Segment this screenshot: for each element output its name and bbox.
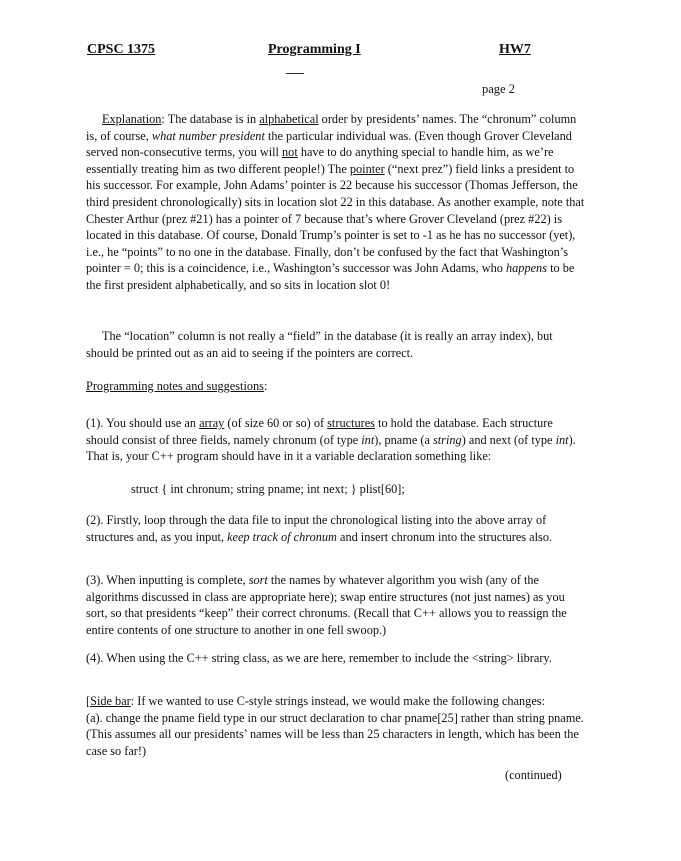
emphasis-alphabetical: alphabetical — [259, 112, 319, 126]
text-run: (1). You should use an — [86, 416, 200, 430]
emphasis-happens: happens — [506, 261, 547, 276]
continued-label: (continued) — [505, 768, 562, 782]
title-dash: — — [286, 62, 304, 82]
emphasis-string: string — [432, 432, 462, 447]
emphasis-int: int — [555, 432, 569, 447]
text-run: (3). When inputting is complete, — [86, 573, 249, 587]
page-number: page 2 — [482, 82, 515, 96]
text-run: have to do anything special to handle him, as we’re essentially treating him as two different people!) The — [86, 145, 554, 176]
text-run: to hold the database. Each structure should consist of three fields, namely chronum (of type — [86, 416, 553, 447]
text-run: ) and next (of type — [461, 432, 556, 447]
assignment-label: HW7 — [499, 42, 531, 57]
notes-heading — [86, 378, 586, 395]
explanation-paragraph — [86, 111, 586, 294]
text-run: (of size 60 or so) of — [224, 416, 328, 430]
emphasis-not: not — [282, 145, 298, 160]
location-paragraph: The “location” column is not really a “field” in the database (it is really an array index), but should be printed out as an aid to seeing if the pointers are correct. — [86, 329, 553, 360]
course-title: Programming I — [268, 42, 361, 57]
text-run: : If we wanted to use C-style strings instead, we would make the following changes: — [130, 694, 545, 708]
text-run: ), pname (a — [374, 432, 433, 447]
note-3 — [86, 572, 586, 638]
text-run: (“next prez”) field links a president to his successor. For example, John Adams’ pointer is 22 because his successor (Thomas Jefferson, the third president chronologically) sits in location slot 22 in this database. As another example, note that Chester Arthur (prez #21) has a pointer of 7 because that’s where Grover Cleveland (prez #22) is located in this database. Of course, Donald Trump’s pointer is set to -1 as he has no successor (yet), i.e., he “points” to no one in the database. Finally, don’t be confused by the fact that Washington’s pointer = 0; this is a coincidence, i.e., Washington’s successor was John Adams, who — [86, 161, 585, 276]
emphasis-array: array — [199, 416, 225, 430]
text-run: [ — [86, 694, 91, 708]
emphasis-what-number: what number president — [151, 128, 265, 143]
text-run: to be the first president alphabetically, and so sits in location slot 0! — [86, 261, 575, 292]
text-run: the names by whatever algorithm you wish (any of the algorithms discussed in class are appropriate here); swap entire structures (not just names) as you sort, so that presidents “keep” their correct chronums. (Recall that C++ allows you to reassign the entire contents of one structure to another in one fell swoop.) — [86, 573, 567, 637]
emphasis-sort: sort — [248, 573, 268, 587]
text-run: : — [263, 379, 268, 393]
note-4: (4). When using the C++ string class, as we are here, remember to include the <string> library. — [86, 651, 552, 665]
notes-heading-text: Programming notes and suggestions — [86, 379, 264, 393]
text-run: the particular individual was. (Even though Grover Cleveland served non-consecutive terms, you will — [86, 128, 572, 160]
note-2 — [86, 512, 586, 545]
emphasis-keep-track: keep track of chronum — [227, 529, 337, 544]
text-run: ). That is, your C++ program should have in it a variable declaration something like: — [86, 432, 576, 464]
text-run: and insert chronum into the structures also. — [336, 529, 553, 544]
emphasis-structures: structures — [327, 416, 375, 430]
emphasis-pointer: pointer — [349, 161, 385, 176]
emphasis-int: int — [361, 432, 375, 447]
side-bar-label: Side bar — [90, 694, 131, 708]
text-run: (2). Firstly, loop through the data file to input the chronological listing into the above array of structures and, as you input, — [86, 513, 547, 544]
text-run: : The database is in — [161, 112, 260, 126]
explanation-label: Explanation — [102, 112, 162, 126]
course-code: CPSC 1375 — [87, 42, 156, 57]
struct-declaration: struct { int chronum; string pname; int next; } plist[60]; — [131, 482, 405, 496]
note-1 — [86, 415, 586, 465]
text-run: order by presidents’ names. The “chronum” column is, of course, — [86, 112, 577, 143]
side-bar-note — [86, 693, 586, 759]
text-run: (a). change the pname field type in our struct declaration to char pname[25] rather than string pname. (This assumes all our presidents’ names will be less than 25 characters in length, which has been the case so far!) — [86, 710, 584, 758]
